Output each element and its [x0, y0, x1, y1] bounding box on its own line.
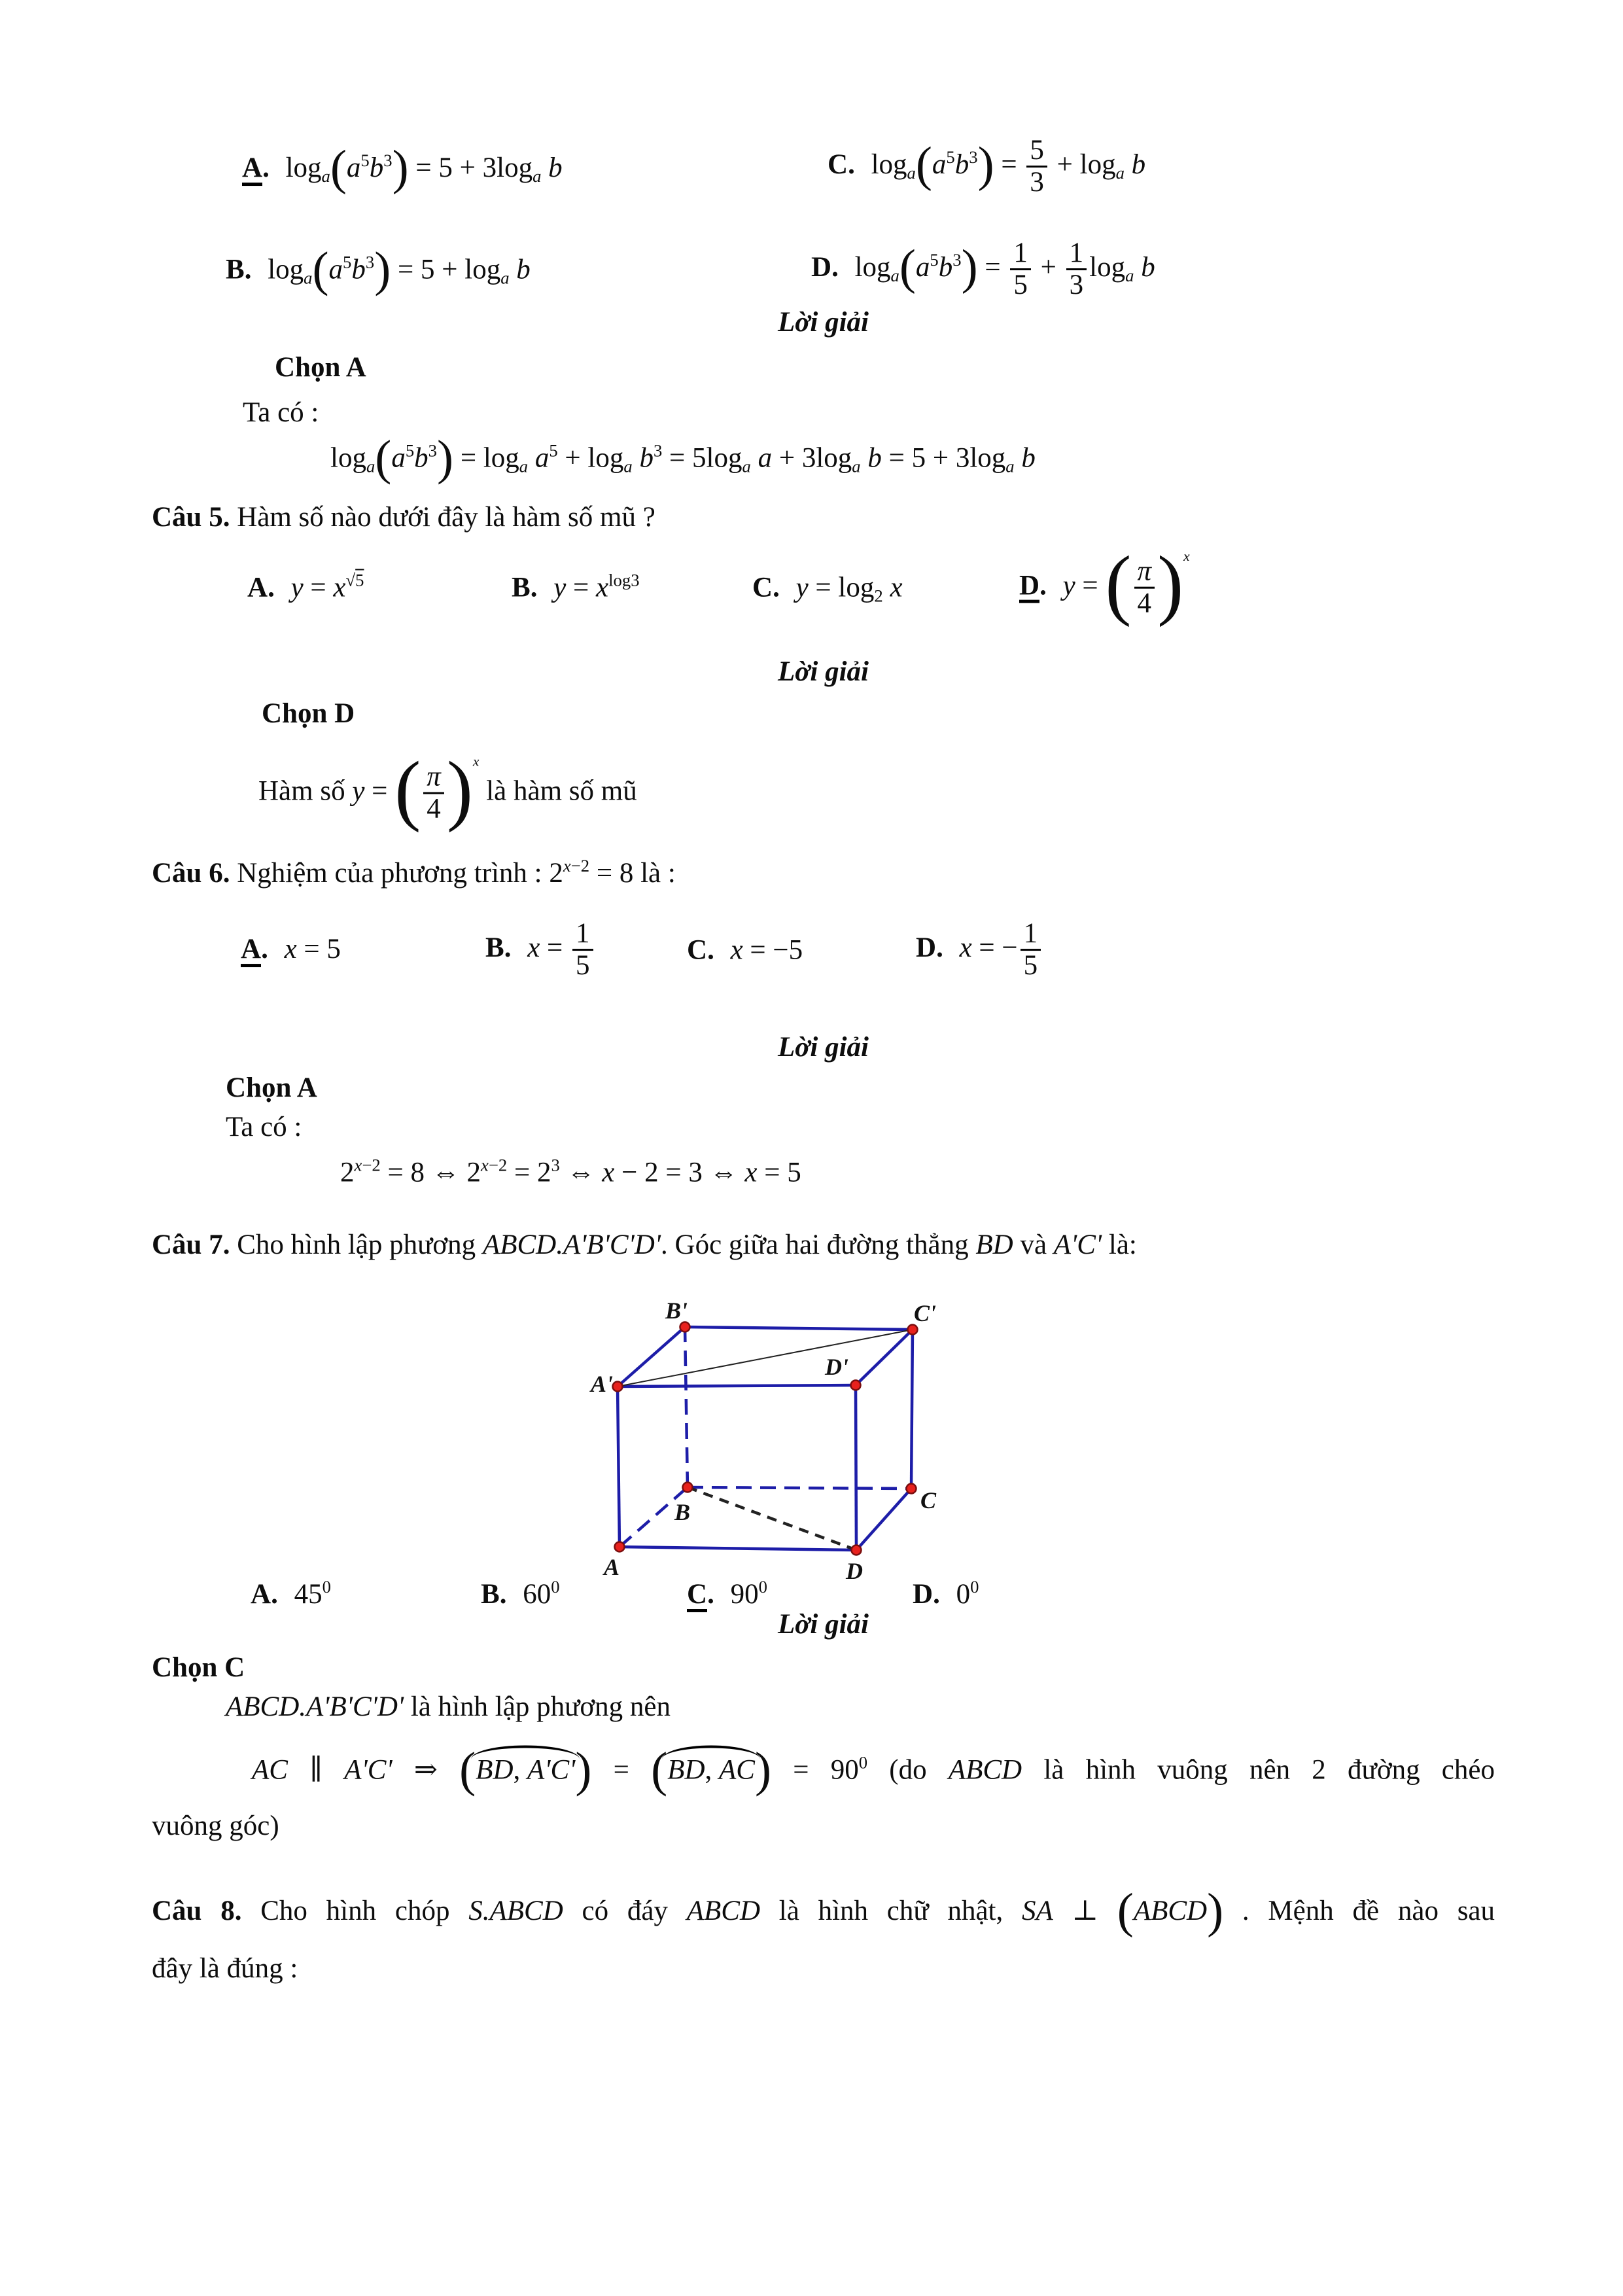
cube-figure	[591, 1292, 949, 1584]
choice-formula: y = ( $\frac{\pi}{4}$ )$^x$	[1062, 540, 1190, 628]
q7-question: Câu 7. Cho hình lập phương ABCD.A'B'C'D'. Góc giữa hai đường thẳng BD và A'C' là:	[152, 1229, 1137, 1260]
choice-letter: B	[226, 254, 245, 285]
choice-letter: D	[916, 932, 937, 963]
q6-choice-d	[916, 919, 1043, 981]
choice-formula: $90^0$	[730, 1577, 767, 1610]
choice-letter: A	[242, 154, 262, 186]
cube-diagonals	[618, 1330, 913, 1550]
vertex-label: B	[674, 1499, 691, 1525]
vertex-label: C	[920, 1487, 937, 1513]
cube-vertices	[613, 1322, 918, 1555]
choice-dot: .	[933, 1579, 940, 1610]
choice-letter: D	[913, 1579, 934, 1610]
q6-solution-heading: Lời giải	[778, 1032, 869, 1063]
choice-letter: C	[687, 934, 708, 966]
q6-we-have: Ta có :	[226, 1112, 302, 1142]
choice-dot: .	[271, 1579, 278, 1610]
choice-dot: .	[936, 932, 943, 963]
choice-dot: .	[848, 149, 855, 180]
choice-dot: .	[261, 934, 268, 965]
cube-vertex-labels	[589, 1298, 937, 1584]
choice-letter: C	[687, 1580, 707, 1612]
q5-choice-d	[1019, 540, 1190, 628]
vertex-label: D	[846, 1558, 863, 1584]
choice-formula: $\log_a(a^5b^3)$ = $\frac{1}{5}$ + $\frac{1}{3}$ $\log_a b$	[854, 238, 1155, 301]
choice-dot: .	[530, 572, 538, 603]
choice-letter: B	[481, 1579, 500, 1610]
choice-formula: $45^0$	[294, 1577, 331, 1610]
q7-solution-heading: Lời giải	[778, 1609, 869, 1640]
choice-dot: .	[773, 572, 780, 603]
q4-choice-c	[828, 135, 1145, 198]
choice-formula: $\log_a(a^5b^3) = 5 + 3\log_a$ b	[285, 141, 563, 196]
q8-question-line-1: Câu 8. Cho hình chóp S.ABCD có đáy ABCD là hình chữ nhật, SA ⊥ (ABCD) . Mệnh đề nào sau	[152, 1884, 1495, 1939]
q4-choice-b	[226, 242, 531, 297]
choice-formula: x = 5	[284, 934, 341, 965]
q4-chosen-answer: Chọn A	[275, 352, 366, 383]
q7-solution-line-3: vuông góc)	[152, 1810, 279, 1841]
choice-letter: C	[828, 149, 848, 180]
q4-derivation: $\log_a(a^5b^3) = \log_a a^5 + \log_a b^3 = 5\log_a$ $a + 3\log_a$ $b = 5 + 3\log_a$ b	[330, 431, 1036, 486]
choice-letter: A	[241, 935, 261, 967]
choice-dot: .	[707, 934, 714, 966]
choice-formula: x = − $\frac{1}{5}$	[960, 932, 1044, 963]
q6-question: Câu 6. Nghiệm của phương trình : $2^{x-2} = 8$ là :	[152, 856, 676, 889]
choice-dot: .	[504, 932, 512, 963]
q7-chosen-answer: Chọn C	[152, 1652, 245, 1683]
choice-dot: .	[268, 572, 275, 603]
vertex-label: D'	[825, 1354, 848, 1380]
q6-choice-b	[485, 919, 596, 981]
q7-choice-a	[251, 1578, 331, 1610]
vertex-label: A	[604, 1554, 620, 1580]
choice-formula: x = −5	[730, 934, 803, 966]
q8-question-line-2: đây là đúng :	[152, 1953, 298, 1984]
cube-edges	[618, 1327, 913, 1550]
q7-choice-d	[913, 1578, 979, 1610]
choice-formula: $60^0$	[523, 1577, 560, 1610]
q5-choice-a	[247, 572, 364, 604]
choice-letter: D	[811, 251, 832, 283]
choice-dot: .	[831, 251, 839, 283]
q7-solution-line-2: AC ∥ A'C' ⇒ (BD, A'C') = (BD, $AC) = 90^0$ (do ABCD là hình vuông nên 2 đường chéo	[252, 1742, 1495, 1797]
choice-formula: x = $\frac{1}{5}$	[527, 932, 595, 963]
choice-letter: A	[247, 572, 268, 603]
q6-chosen-answer: Chọn A	[226, 1072, 317, 1103]
choice-formula: $y = x^{√5}$	[290, 570, 364, 603]
vertex-label: C'	[914, 1300, 937, 1326]
q4-choice-a	[242, 141, 563, 196]
q7-solution-line-1: ABCD.A'B'C'D' là hình lập phương nên	[226, 1691, 671, 1722]
q5-choice-c	[752, 572, 903, 604]
choice-letter: B	[485, 932, 504, 963]
choice-dot: .	[499, 1579, 507, 1610]
q7-choice-b	[481, 1578, 560, 1610]
vertex-label: B'	[665, 1298, 688, 1324]
choice-letter: C	[752, 572, 773, 603]
choice-letter: B	[512, 572, 531, 603]
choice-dot: .	[262, 152, 270, 184]
choice-dot: .	[707, 1579, 714, 1610]
q7-choice-c	[687, 1578, 767, 1612]
choice-formula: $y = \log_2 x$	[795, 572, 903, 606]
choice-letter: A	[251, 1579, 271, 1610]
q5-question: Câu 5. Hàm số nào dưới đây là hàm số mũ ?	[152, 502, 655, 533]
choice-letter: D	[1019, 571, 1039, 603]
choice-dot: .	[244, 254, 252, 285]
q6-choice-a	[241, 933, 341, 967]
q4-solution-heading: Lời giải	[778, 307, 869, 338]
choice-formula: $0^0$	[956, 1577, 979, 1610]
q5-chosen-answer: Chọn D	[262, 698, 355, 729]
choice-formula: $\log_a(a^5b^3) = 5 + \log_a b$	[268, 242, 531, 297]
q6-derivation: $2^{x-2} = 8$ ⇔ $2^{x-2} = 2^3$ ⇔ x − 2 = 3 ⇔ x = 5	[340, 1155, 801, 1188]
q4-choice-d	[811, 238, 1155, 301]
vertex-label: A'	[591, 1371, 614, 1397]
q4-we-have: Ta có :	[243, 397, 319, 428]
choice-dot: .	[1039, 570, 1047, 601]
q5-solution-heading: Lời giải	[778, 656, 869, 687]
q5-solution-line: Hàm số y = ( $\frac{\pi}{4}$ )$^x$ là hàm số mũ	[258, 746, 637, 834]
q5-choice-b	[512, 572, 640, 604]
choice-formula: $y = x^{log3}$	[553, 570, 640, 603]
choice-formula: $\log_a(a^5b^3)$ = $\frac{5}{3}$ + $\log_a b$	[871, 135, 1146, 198]
q6-choice-c	[687, 934, 803, 966]
